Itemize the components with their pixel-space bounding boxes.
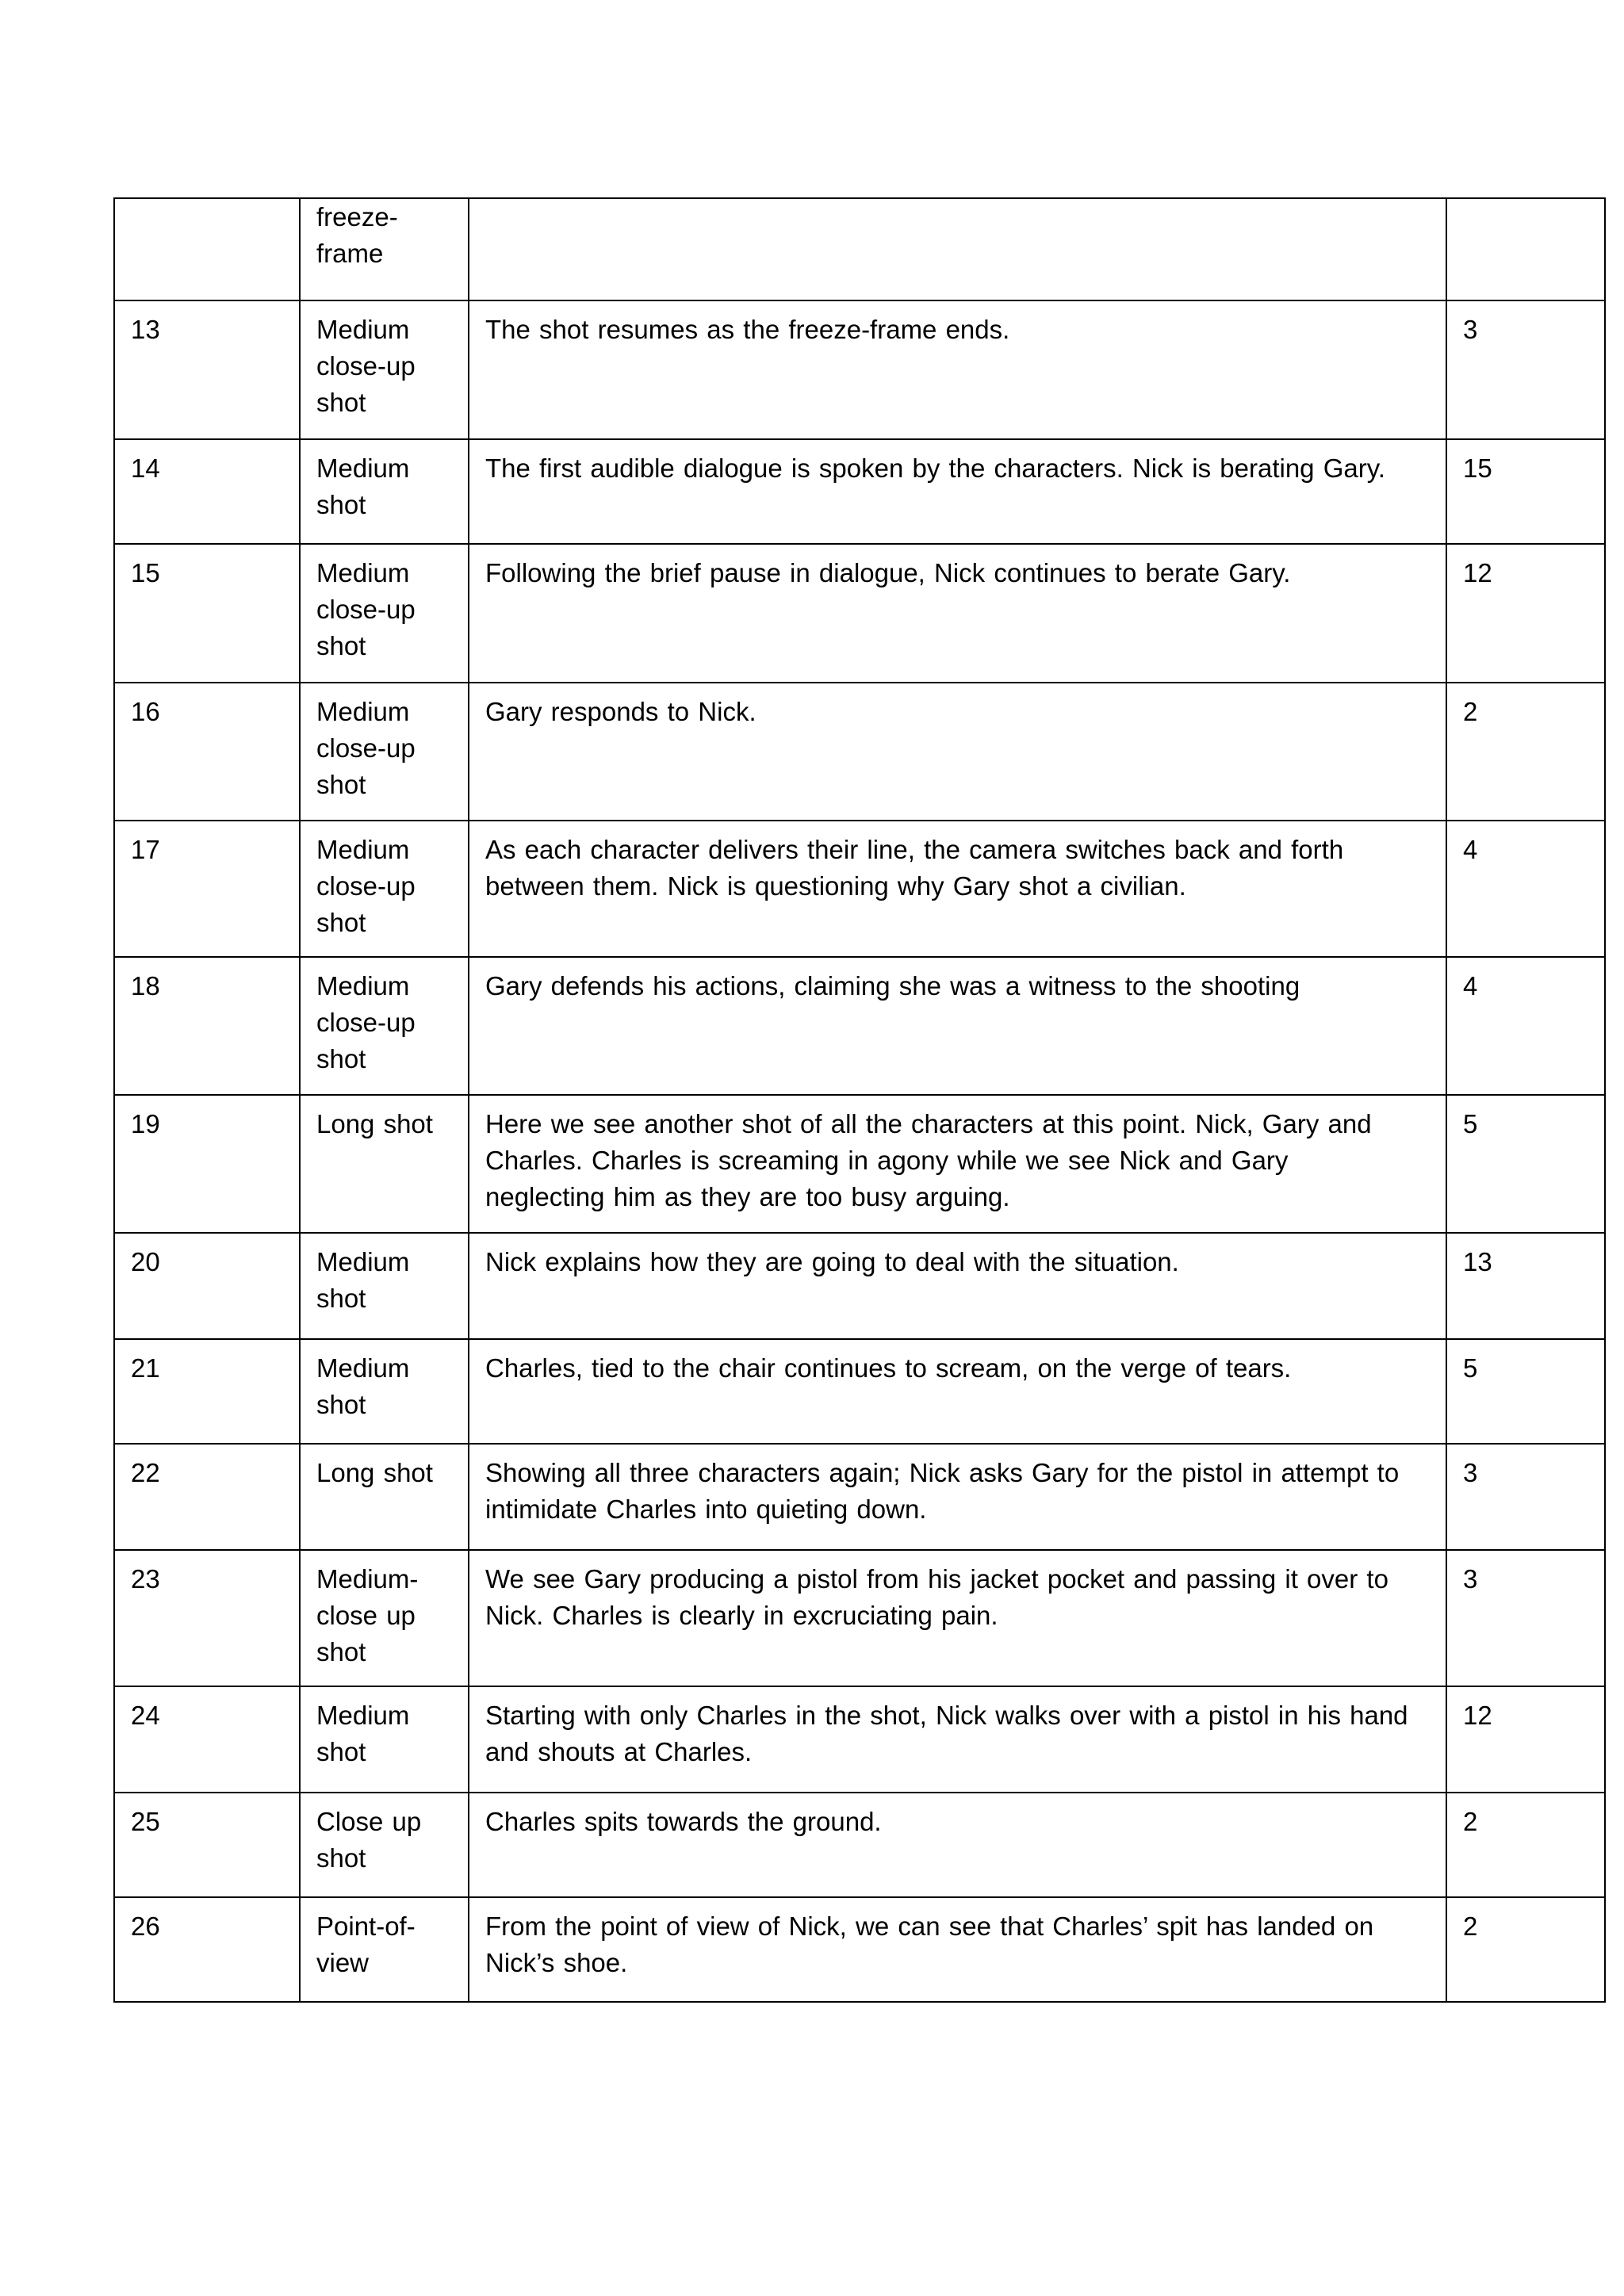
description-cell: Gary defends his actions, claiming she was a witness to the shooting bbox=[469, 957, 1446, 1095]
description-cell: Nick explains how they are going to deal with the situation. bbox=[469, 1233, 1446, 1339]
description-cell: The first audible dialogue is spoken by the characters. Nick is berating Gary. bbox=[469, 439, 1446, 544]
description-cell: Charles spits towards the ground. bbox=[469, 1793, 1446, 1897]
table-row bbox=[114, 439, 1605, 544]
table-row bbox=[114, 1095, 1605, 1233]
duration-cell: 2 bbox=[1446, 1897, 1605, 2002]
table-row bbox=[114, 300, 1605, 439]
shot-number-cell bbox=[114, 198, 300, 300]
shot-number-cell: 14 bbox=[114, 439, 300, 544]
table-row bbox=[114, 1897, 1605, 2002]
duration-cell: 15 bbox=[1446, 439, 1605, 544]
shot-number-cell: 17 bbox=[114, 821, 300, 957]
duration-cell: 3 bbox=[1446, 300, 1605, 439]
duration-cell: 12 bbox=[1446, 544, 1605, 683]
shot-number-cell: 19 bbox=[114, 1095, 300, 1233]
duration-cell: 13 bbox=[1446, 1233, 1605, 1339]
shot-type-cell: Medium close-up shot bbox=[300, 957, 469, 1095]
shot-type-cell: Medium close-up shot bbox=[300, 683, 469, 821]
description-cell: Here we see another shot of all the characters at this point. Nick, Gary and Charles. Charles is screaming in agony while we see Nick and Gary neglecting him as they are too busy arguing. bbox=[469, 1095, 1446, 1233]
table-row bbox=[114, 1686, 1605, 1793]
shot-type-cell: Point-of- view bbox=[300, 1897, 469, 2002]
shot-type-cell: Medium shot bbox=[300, 439, 469, 544]
shot-number-cell: 25 bbox=[114, 1793, 300, 1897]
description-cell: Starting with only Charles in the shot, Nick walks over with a pistol in his hand and shouts at Charles. bbox=[469, 1686, 1446, 1793]
shot-type-cell: Medium close-up shot bbox=[300, 821, 469, 957]
description-cell bbox=[469, 198, 1446, 300]
shot-number-cell: 21 bbox=[114, 1339, 300, 1444]
table-row bbox=[114, 1444, 1605, 1550]
shot-number-cell: 16 bbox=[114, 683, 300, 821]
shot-type-cell: Medium shot bbox=[300, 1339, 469, 1444]
shot-type-cell: Long shot bbox=[300, 1095, 469, 1233]
duration-cell: 2 bbox=[1446, 683, 1605, 821]
shot-list-table bbox=[113, 197, 1606, 2003]
table-row bbox=[114, 198, 1605, 300]
description-cell: Following the brief pause in dialogue, Nick continues to berate Gary. bbox=[469, 544, 1446, 683]
shot-type-cell: freeze- frame bbox=[300, 198, 469, 300]
duration-cell: 3 bbox=[1446, 1550, 1605, 1686]
shot-type-cell: Medium close-up shot bbox=[300, 544, 469, 683]
shot-number-cell: 22 bbox=[114, 1444, 300, 1550]
description-cell: Showing all three characters again; Nick asks Gary for the pistol in attempt to intimidate Charles into quieting down. bbox=[469, 1444, 1446, 1550]
description-cell: We see Gary producing a pistol from his jacket pocket and passing it over to Nick. Charles is clearly in excruciating pain. bbox=[469, 1550, 1446, 1686]
shot-type-cell: Medium close-up shot bbox=[300, 300, 469, 439]
table-row bbox=[114, 1550, 1605, 1686]
duration-cell: 5 bbox=[1446, 1095, 1605, 1233]
description-cell: Charles, tied to the chair continues to scream, on the verge of tears. bbox=[469, 1339, 1446, 1444]
shot-type-cell: Medium shot bbox=[300, 1686, 469, 1793]
description-cell: As each character delivers their line, the camera switches back and forth between them. Nick is questioning why Gary shot a civilian. bbox=[469, 821, 1446, 957]
shot-number-cell: 18 bbox=[114, 957, 300, 1095]
shot-number-cell: 26 bbox=[114, 1897, 300, 2002]
shot-type-cell: Medium- close up shot bbox=[300, 1550, 469, 1686]
shot-number-cell: 13 bbox=[114, 300, 300, 439]
table-row bbox=[114, 1793, 1605, 1897]
table-row bbox=[114, 821, 1605, 957]
description-cell: Gary responds to Nick. bbox=[469, 683, 1446, 821]
table-row bbox=[114, 1233, 1605, 1339]
duration-cell: 12 bbox=[1446, 1686, 1605, 1793]
duration-cell: 2 bbox=[1446, 1793, 1605, 1897]
shot-type-cell: Medium shot bbox=[300, 1233, 469, 1339]
shot-number-cell: 20 bbox=[114, 1233, 300, 1339]
duration-cell: 4 bbox=[1446, 957, 1605, 1095]
table-row bbox=[114, 683, 1605, 821]
duration-cell: 4 bbox=[1446, 821, 1605, 957]
table-row bbox=[114, 957, 1605, 1095]
table-row bbox=[114, 544, 1605, 683]
shot-number-cell: 15 bbox=[114, 544, 300, 683]
table-row bbox=[114, 1339, 1605, 1444]
duration-cell: 5 bbox=[1446, 1339, 1605, 1444]
duration-cell: 3 bbox=[1446, 1444, 1605, 1550]
shot-type-cell: Long shot bbox=[300, 1444, 469, 1550]
duration-cell bbox=[1446, 198, 1605, 300]
description-cell: From the point of view of Nick, we can see that Charles’ spit has landed on Nick’s shoe. bbox=[469, 1897, 1446, 2002]
shot-type-cell: Close up shot bbox=[300, 1793, 469, 1897]
shot-number-cell: 23 bbox=[114, 1550, 300, 1686]
description-cell: The shot resumes as the freeze-frame ends. bbox=[469, 300, 1446, 439]
shot-number-cell: 24 bbox=[114, 1686, 300, 1793]
